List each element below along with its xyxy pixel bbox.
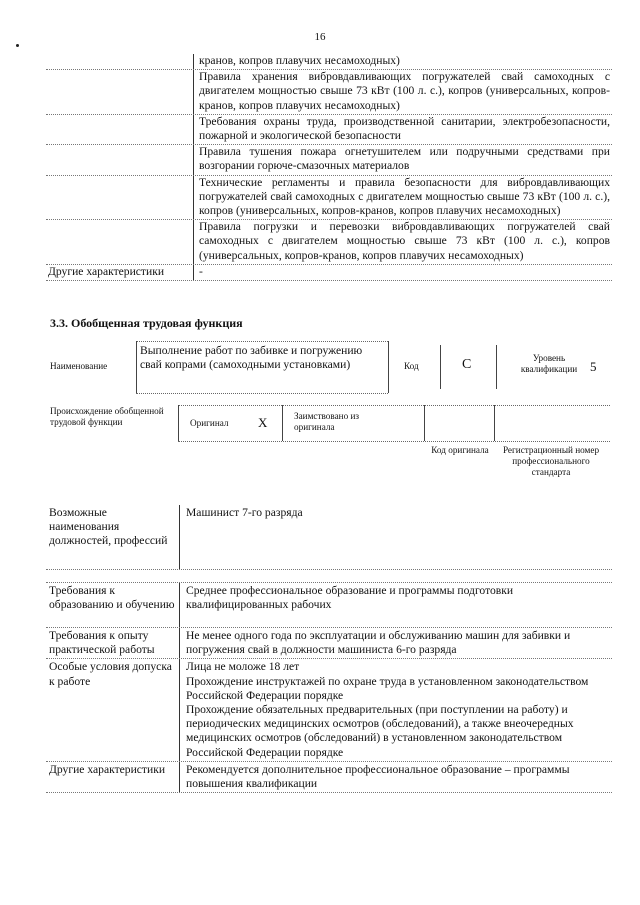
table-row bbox=[46, 115, 612, 145]
positions-value: Машинист 7-го разряда bbox=[179, 505, 612, 569]
other-characteristics-label: Другие характеристики bbox=[48, 264, 165, 278]
origin-label: Происхождение обобщенной трудовой функции bbox=[50, 406, 164, 427]
education-row bbox=[46, 582, 612, 628]
name-label: Наименование bbox=[50, 361, 108, 371]
knowledge-item: Правила погрузки и перевозки вибровдавливающих погружателей свай самоходных с двигателем мощностью свыше 73 кВт (100 л. с.), копров (универсальных, копров-кранов, копров плавучих несамоходных) bbox=[193, 220, 612, 264]
positions-row bbox=[46, 505, 612, 570]
condition-item: Лица не моложе 18 лет bbox=[186, 660, 300, 674]
table-row bbox=[46, 54, 612, 70]
page-number: 16 bbox=[314, 31, 326, 43]
borrowed-label: Заимствовано из оригинала bbox=[294, 411, 360, 432]
experience-label: Требования к опыту практической работы bbox=[49, 629, 155, 657]
other-characteristics-row bbox=[46, 265, 612, 281]
knowledge-item: Правила хранения вибровдавливающих погружателей свай самоходных с двигателем мощностью свыше 73 кВт (100 л. с.), копров (универсальных, копров-кранов, копров плавучих несамоходных) bbox=[193, 70, 612, 114]
section-title: 3.3. Обобщенная трудовая функция bbox=[50, 316, 243, 330]
knowledge-table bbox=[46, 54, 612, 281]
level-value: 5 bbox=[590, 359, 597, 374]
knowledge-item: Правила тушения пожара огнетушителем или подручными средствами при возгорании горюче-смазочных материалов bbox=[193, 145, 612, 174]
other-value: Рекомендуется дополнительное профессиональное образование – программы повышения квалификации bbox=[179, 762, 612, 792]
conditions-row bbox=[46, 659, 612, 761]
other-label: Другие характеристики bbox=[49, 762, 166, 776]
original-label: Оригинал bbox=[190, 418, 229, 428]
education-label: Требования к образованию и обучению bbox=[49, 584, 175, 612]
registration-number-caption: Регистрационный номер профессионального стандарта bbox=[502, 445, 600, 477]
function-name: Выполнение работ по забивке и погружению свай копрами (самоходными установками) bbox=[140, 344, 363, 372]
conditions-values bbox=[179, 659, 612, 760]
details-table bbox=[46, 505, 612, 793]
margin-dot bbox=[16, 44, 19, 47]
experience-row bbox=[46, 628, 612, 659]
knowledge-item: кранов, копров плавучих несамоходных) bbox=[193, 54, 612, 69]
other-row bbox=[46, 762, 612, 793]
code-value: C bbox=[462, 357, 472, 372]
table-row bbox=[46, 145, 612, 175]
education-value: Среднее профессиональное образование и программы подготовки квалифицированных рабочих bbox=[179, 583, 612, 627]
table-row bbox=[46, 176, 612, 221]
condition-item: Прохождение инструктажей по охране труда в установленном законодательством Российской Федерации порядке bbox=[186, 674, 589, 702]
table-row bbox=[46, 220, 612, 265]
code-original-caption: Код оригинала bbox=[431, 445, 489, 455]
table-row bbox=[46, 70, 612, 115]
knowledge-item: Требования охраны труда, производственной санитарии, электробезопасности, пожарной и экологической безопасности bbox=[193, 115, 612, 144]
original-mark: X bbox=[258, 415, 268, 430]
knowledge-item: Технические регламенты и правила безопасности для вибровдавливающих погружателей свай самоходных с двигателем мощностью свыше 73 кВт (100 л. с.), копров (универсальных, копров-кранов, копров плавучих несамоходных) bbox=[193, 176, 612, 220]
other-characteristics-value: - bbox=[193, 265, 612, 280]
condition-item: Прохождение обязательных предварительных (при поступлении на работу) и периодических медицинских осмотров (обследований), а также внеочередных медицинских осмотров (обследований) в установленном законодательством Российской Федерации порядке bbox=[186, 703, 574, 759]
positions-label: Возможные наименования должностей, профессий bbox=[49, 506, 168, 548]
experience-value: Не менее одного года по эксплуатации и обслуживанию машин для забивки и погружения свай в должности машиниста 6-го разряда bbox=[179, 628, 612, 658]
code-label: Код bbox=[404, 361, 419, 371]
level-label: Уровень квалификации bbox=[520, 353, 578, 374]
conditions-label: Особые условия допуска к работе bbox=[49, 660, 172, 688]
